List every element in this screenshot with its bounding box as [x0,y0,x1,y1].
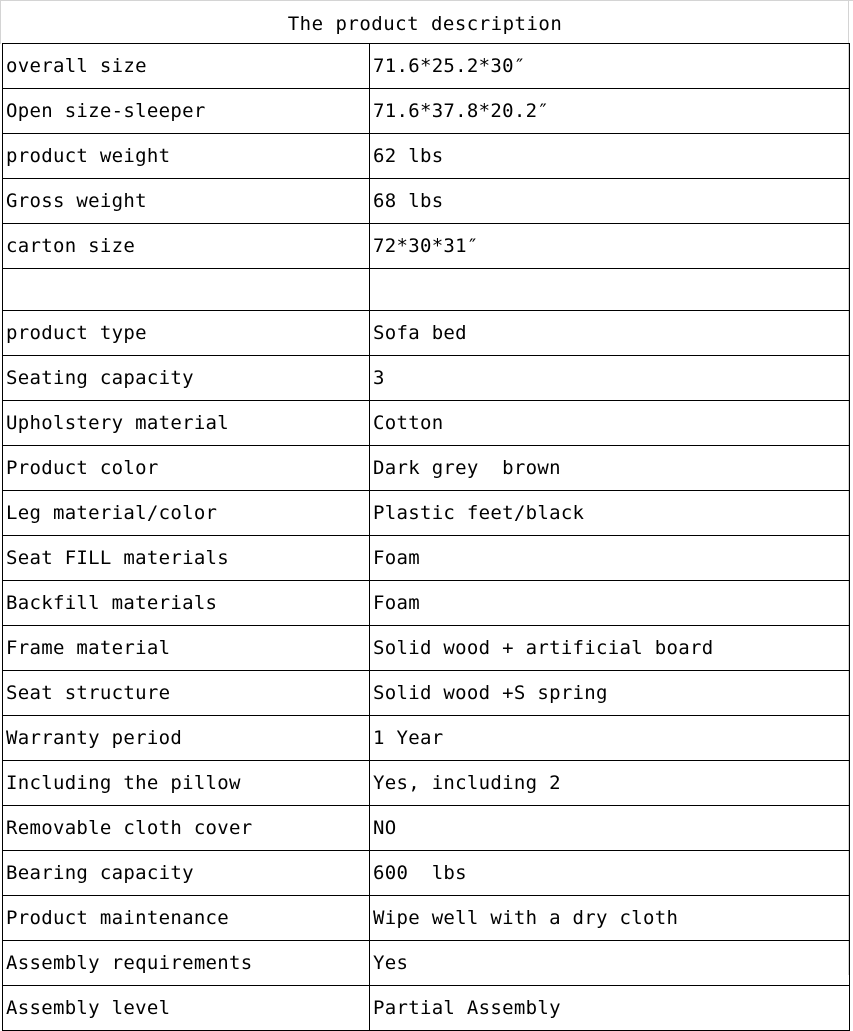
table-row [3,269,850,311]
spec-label-cell: product weight [3,134,370,179]
table-row [3,356,850,401]
spec-value-cell: Yes, including 2 [370,761,850,806]
table-row [3,851,850,896]
spec-label-cell [3,269,370,311]
table-row [3,716,850,761]
spec-label-cell: Frame material [3,626,370,671]
spec-value-cell: 3 [370,356,850,401]
spec-label-cell: carton size [3,224,370,269]
spec-value-cell: Plastic feet/black [370,491,850,536]
spec-label-cell: Gross weight [3,179,370,224]
table-row [3,401,850,446]
spec-label-cell: Warranty period [3,716,370,761]
table-row [3,941,850,986]
spec-value-cell: Solid wood +S spring [370,671,850,716]
table-row [3,671,850,716]
spec-value-cell: 62 lbs [370,134,850,179]
spec-label-cell: Upholstery material [3,401,370,446]
table-row [3,986,850,1031]
spec-value-cell: 71.6*25.2*30″ [370,44,850,89]
table-row [3,806,850,851]
table-row [3,491,850,536]
spec-label-cell: Leg material/color [3,491,370,536]
table-row [3,179,850,224]
table-row [3,626,850,671]
table-row [3,89,850,134]
spec-value-cell: 68 lbs [370,179,850,224]
table-row [3,44,850,89]
spec-value-cell: Partial Assembly [370,986,850,1031]
spec-label-cell: overall size [3,44,370,89]
table-row [3,536,850,581]
spec-value-cell: Solid wood + artificial board [370,626,850,671]
spec-label-cell: Product maintenance [3,896,370,941]
spec-value-cell: 71.6*37.8*20.2″ [370,89,850,134]
spec-label-cell: Assembly level [3,986,370,1031]
table-row [3,224,850,269]
table-row [3,896,850,941]
spec-label-cell: Bearing capacity [3,851,370,896]
spec-value-cell: 1 Year [370,716,850,761]
spec-value-cell: Sofa bed [370,311,850,356]
spec-label-cell: Seat structure [3,671,370,716]
gridline-left [0,0,1,44]
spec-value-cell: Foam [370,581,850,626]
spec-table-body [3,44,850,1031]
spec-label-cell: Backfill materials [3,581,370,626]
spec-label-cell: Seat FILL materials [3,536,370,581]
spec-value-cell: Wipe well with a dry cloth [370,896,850,941]
table-title: The product description [287,13,563,35]
table-row [3,311,850,356]
spec-label-cell: Removable cloth cover [3,806,370,851]
spec-label-cell: Including the pillow [3,761,370,806]
spec-label-cell: product type [3,311,370,356]
spec-value-cell: Foam [370,536,850,581]
spec-label-cell: Seating capacity [3,356,370,401]
table-row [3,761,850,806]
spec-value-cell: Yes [370,941,850,986]
spec-value-cell [370,269,850,311]
spec-value-cell: NO [370,806,850,851]
table-row [3,446,850,491]
spec-value-cell: 600 lbs [370,851,850,896]
spec-label-cell: Assembly requirements [3,941,370,986]
spec-value-cell: Dark grey brown [370,446,850,491]
table-row [3,581,850,626]
spec-label-cell: Product color [3,446,370,491]
product-spec-table [2,43,850,1031]
table-row [3,134,850,179]
spec-value-cell: 72*30*31″ [370,224,850,269]
spec-value-cell: Cotton [370,401,850,446]
spec-label-cell: Open size-sleeper [3,89,370,134]
